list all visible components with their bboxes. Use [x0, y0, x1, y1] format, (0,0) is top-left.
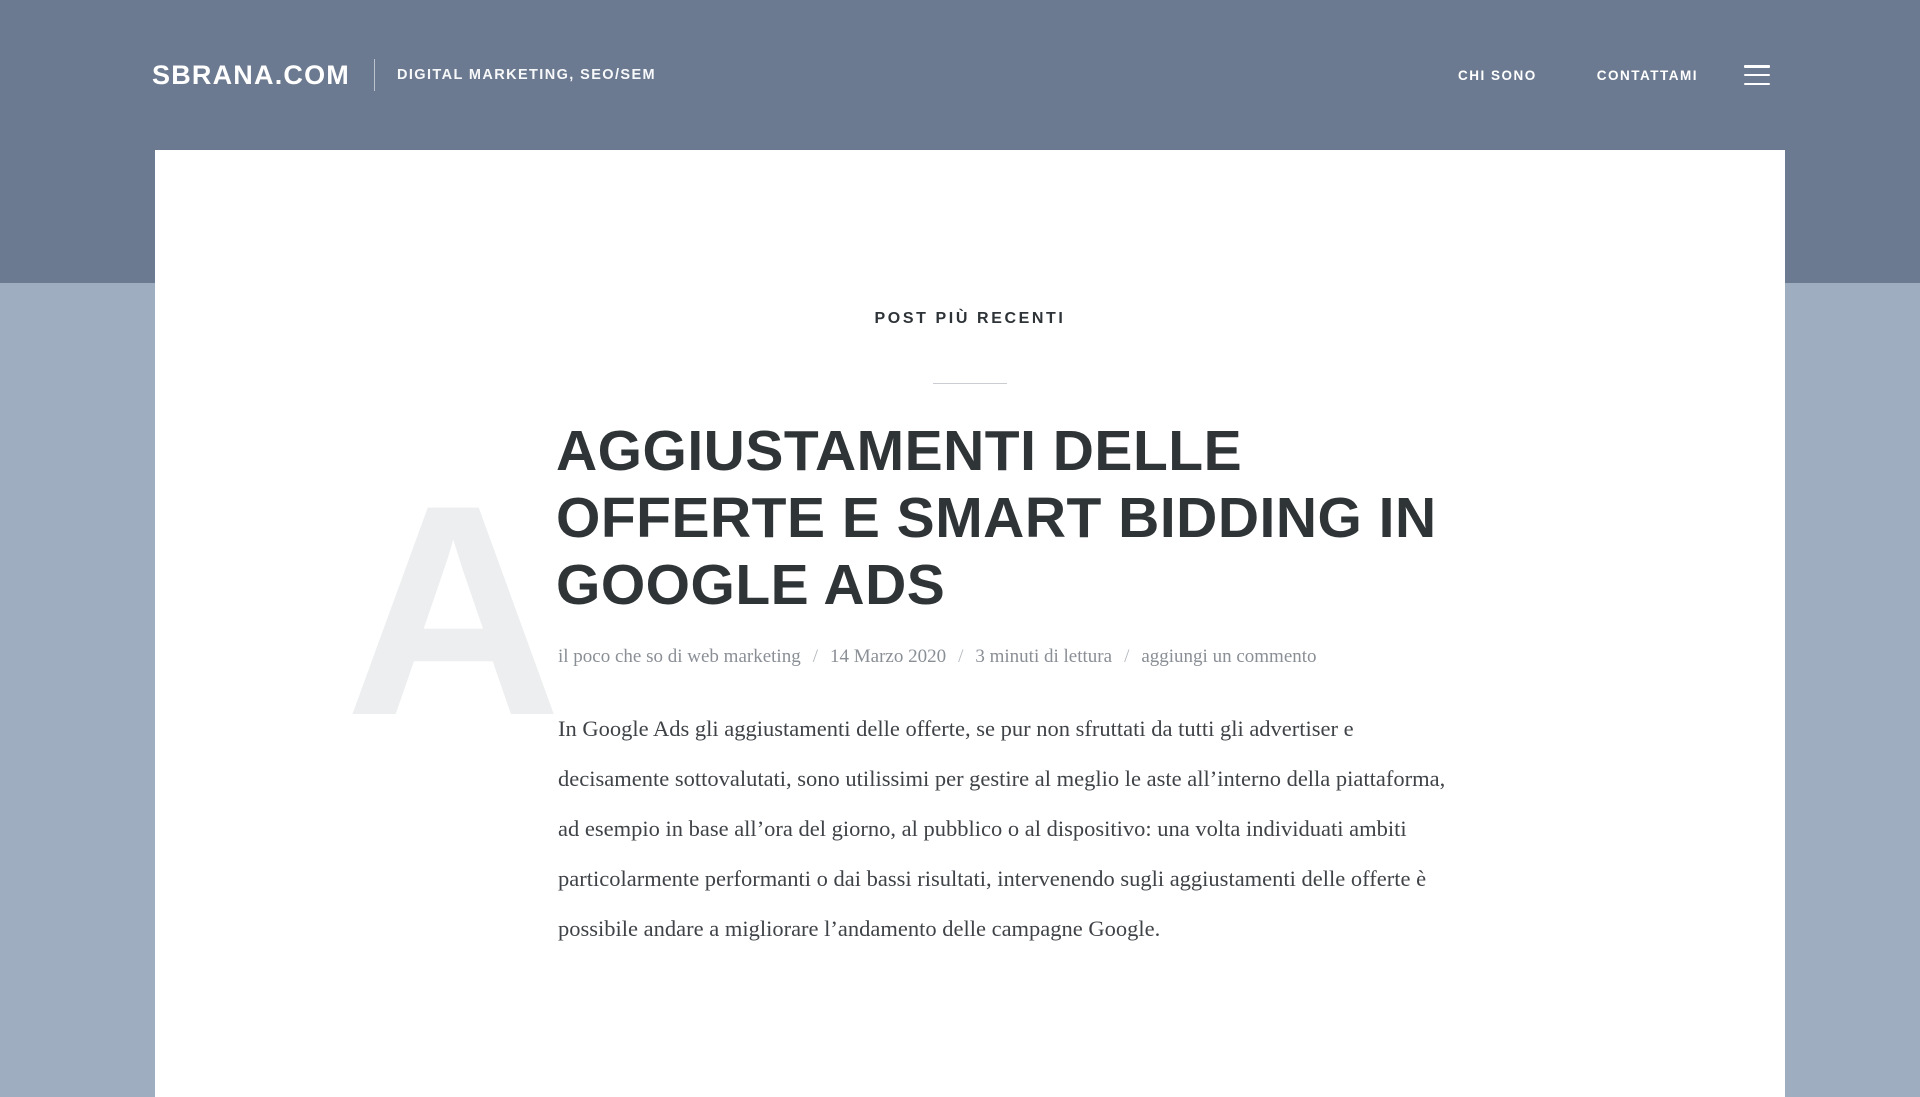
brand-group[interactable] [152, 59, 656, 91]
drop-cap-letter: A [345, 442, 556, 778]
nav-item-chi-sono[interactable]: CHI SONO [1458, 67, 1537, 83]
post-add-comment-link[interactable]: aggiungi un commento [1141, 646, 1317, 667]
site-header [0, 0, 1920, 150]
site-tagline: DIGITAL MARKETING, SEO/SEM [397, 67, 657, 83]
post-category[interactable]: il poco che so di web marketing [558, 646, 801, 667]
meta-separator-1: / [812, 646, 818, 667]
post-title[interactable]: AGGIUSTAMENTI DELLE OFFERTE E SMART BIDDING IN GOOGLE ADS [556, 419, 1437, 617]
post-reading-time: 3 minuti di lettura [975, 646, 1113, 667]
section-label-recent-posts: POST PIÙ RECENTI [874, 310, 1066, 327]
post-excerpt: In Google Ads gli aggiustamenti delle offerte, se pur non sfruttati da tutti gli advertiser e decisamente sottovalutati, sono utilissimi per gestire al meglio le aste all’interno della piattaforma, ad esempio in base all’ora del giorno, al pubblico o al dispositivo: una volta individuati ambiti particolarmente performanti o dai bassi risultati, intervenendo sugli aggiustamenti delle offerte è possibile andare a migliorare l’andamento delle campagne Google. [558, 716, 1446, 941]
hamburger-bar-middle [1744, 74, 1770, 77]
meta-separator-2: / [958, 646, 964, 667]
brand-divider [374, 59, 375, 91]
content-card [155, 150, 1785, 1097]
article-latest-post [155, 418, 1785, 954]
meta-separator-3: / [1124, 646, 1130, 667]
primary-navigation [1398, 65, 1770, 85]
hamburger-bar-top [1744, 65, 1770, 68]
site-title[interactable]: SBRANA.COM [152, 59, 350, 90]
post-meta [480, 646, 1460, 668]
section-divider [933, 383, 1007, 384]
nav-item-contattami[interactable]: CONTATTAMI [1596, 67, 1698, 83]
post-date: 14 Marzo 2020 [830, 646, 947, 667]
content-fade-overlay [155, 1027, 1785, 1097]
hamburger-bar-bottom [1744, 83, 1770, 86]
hamburger-menu-icon[interactable] [1744, 65, 1770, 85]
